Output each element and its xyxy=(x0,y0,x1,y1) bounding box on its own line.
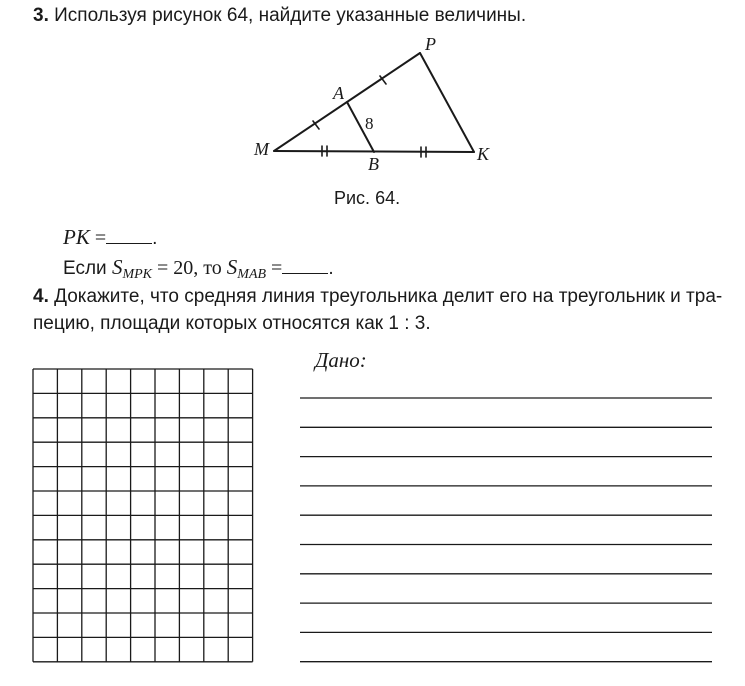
s-mab-letter: S xyxy=(226,255,238,279)
pk-end: . xyxy=(152,228,158,249)
pk-symbol: PK xyxy=(63,225,90,249)
task4-line-2: пецию, площади которых относятся как 1 : 3. xyxy=(33,313,431,334)
vertex-p: P xyxy=(425,34,436,54)
segment-ab-label: 8 xyxy=(365,114,374,133)
s-mab-answer-blank[interactable] xyxy=(282,255,328,274)
s-mab-sub: MAB xyxy=(237,267,267,282)
q2-prefix: Если xyxy=(63,258,112,279)
pk-answer-blank[interactable] xyxy=(106,225,152,244)
vertex-m: M xyxy=(254,139,269,159)
s-mpk-letter: S xyxy=(111,255,123,279)
given-label: Дано: xyxy=(315,348,367,372)
vertex-k: K xyxy=(477,144,490,164)
s-mab-equals: = xyxy=(266,257,283,279)
figure-caption: Рис. 64. xyxy=(334,188,401,208)
s-mpk-value: = 20, то xyxy=(152,257,227,279)
vertex-a: A xyxy=(333,83,344,103)
task4-number: 4. xyxy=(33,286,49,307)
pk-equals: = xyxy=(89,227,107,249)
answer-grid xyxy=(33,369,253,662)
task3-question-2 xyxy=(63,255,334,283)
side-pk xyxy=(420,53,474,152)
ruled-lines xyxy=(300,398,712,662)
task4-text-1: Докажите, что средняя линия треугольника делит его на треугольник и тра- xyxy=(54,286,723,307)
task3-number: 3. xyxy=(33,5,49,26)
vertex-b: B xyxy=(368,154,379,174)
task4-line-1 xyxy=(33,285,722,309)
task3-question-1 xyxy=(63,225,157,251)
q2-end: . xyxy=(328,258,334,279)
task3-text: Используя рисунок 64, найдите указанные величины. xyxy=(54,5,527,26)
s-mpk-sub: MPK xyxy=(122,267,153,282)
